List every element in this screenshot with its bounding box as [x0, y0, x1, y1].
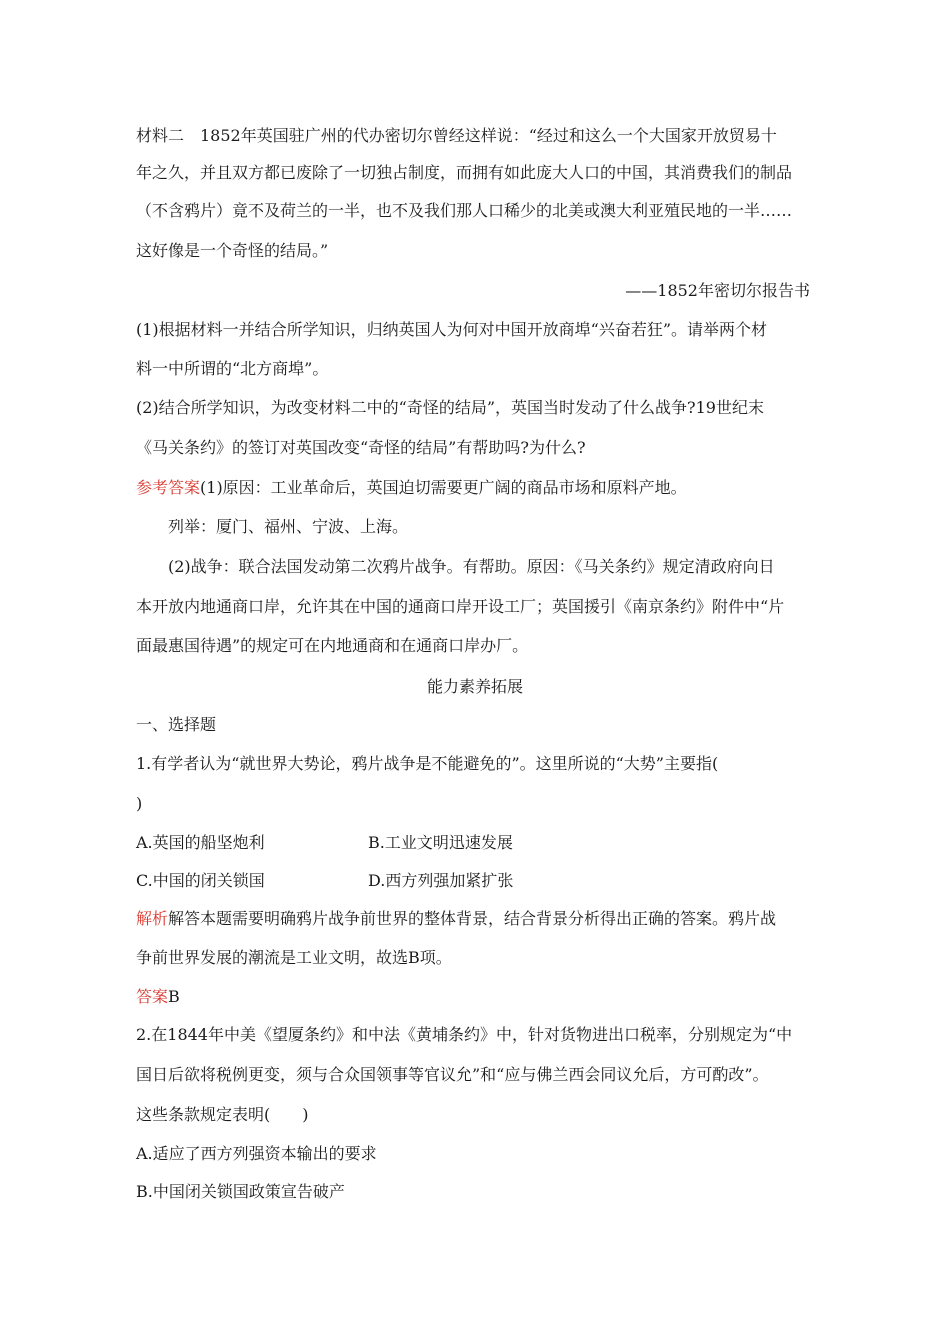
material2-line-1: 材料二 1852年英国驻广州的代办密切尔曾经这样说：“经过和这么一个大国家开放贸易十 [136, 126, 777, 145]
question-line-4: 《马关条约》的签订对英国改变“奇怪的结局”有帮助吗?为什么? [136, 438, 586, 457]
material2-line-3: （不含鸦片）竟不及荷兰的一半，也不及我们那人口稀少的北美或澳大利亚殖民地的一半…… [136, 201, 793, 220]
material2-source: ——1852年密切尔报告书 [625, 281, 810, 300]
q1-option-d: D.西方列强加紧扩张 [368, 871, 514, 890]
answer-line-2: 列举：厦门、福州、宁波、上海。 [168, 517, 409, 536]
answer-line-4: 本开放内地通商口岸，允许其在中国的通商口岸开设工厂；英国援引《南京条约》附件中“片 [136, 597, 785, 616]
material2-line-4: 这好像是一个奇怪的结局。” [136, 241, 329, 260]
q1-option-a: A.英国的船坚炮利 [136, 833, 265, 852]
q1-answer [136, 987, 180, 1007]
q2-stem-line-3: 这些条款规定表明( ) [136, 1105, 309, 1124]
q2-option-b: B.中国闭关锁国政策宣告破产 [136, 1182, 345, 1201]
analysis-text-1: 解答本题需要明确鸦片战争前世界的整体背景，结合背景分析得出正确的答案。鸦片战 [168, 909, 777, 928]
q1-stem-line-2: ) [136, 794, 143, 813]
q1-stem-line-1: 1.有学者认为“就世界大势论，鸦片战争是不能避免的”。这里所说的“大势”主要指( [136, 754, 719, 773]
q2-stem-line-2: 国日后欲将税例更变，须与合众国领事等官议允”和“应与佛兰西会同议允后，方可酌改”。 [136, 1065, 769, 1084]
question-line-2: 料一中所谓的“北方商埠”。 [136, 359, 329, 378]
answer-text-1: (1)原因：工业革命后，英国迫切需要更广阔的商品市场和原料产地。 [200, 478, 687, 497]
answer-line-5: 面最惠国待遇”的规定可在内地通商和在通商口岸办厂。 [136, 636, 529, 655]
q1-answer-value: B [168, 987, 180, 1006]
section-title: 能力素养拓展 [426, 677, 523, 696]
question-line-1: (1)根据材料一并结合所学知识，归纳英国人为何对中国开放商埠“兴奋若狂”。请举两个材 [136, 320, 768, 339]
q2-option-a: A.适应了西方列强资本输出的要求 [136, 1144, 377, 1163]
answer-line-1 [136, 478, 687, 498]
analysis-label: 解析 [136, 909, 169, 928]
q1-option-b: B.工业文明迅速发展 [368, 833, 513, 852]
q1-analysis-line-1 [136, 909, 776, 929]
q1-option-c: C.中国的闭关锁国 [136, 871, 265, 890]
answer-line-3: (2)战争：联合法国发动第二次鸦片战争。有帮助。原因：《马关条约》规定清政府向日 [168, 557, 775, 576]
q2-stem-line-1: 2.在1844年中美《望厦条约》和中法《黄埔条约》中，针对货物进出口税率，分别规定为“中 [136, 1025, 793, 1044]
answer-label: 参考答案 [136, 478, 201, 497]
q1-analysis-line-2: 争前世界发展的潮流是工业文明，故选B项。 [136, 948, 452, 967]
q1-answer-label: 答案 [136, 987, 169, 1006]
question-line-3: (2)结合所学知识，为改变材料二中的“奇怪的结局”，英国当时发动了什么战争?19世纪末 [136, 398, 764, 417]
subsection-title: 一、选择题 [136, 715, 217, 734]
material2-line-2: 年之久，并且双方都已废除了一切独占制度，而拥有如此庞大人口的中国，其消费我们的制品 [136, 163, 793, 182]
